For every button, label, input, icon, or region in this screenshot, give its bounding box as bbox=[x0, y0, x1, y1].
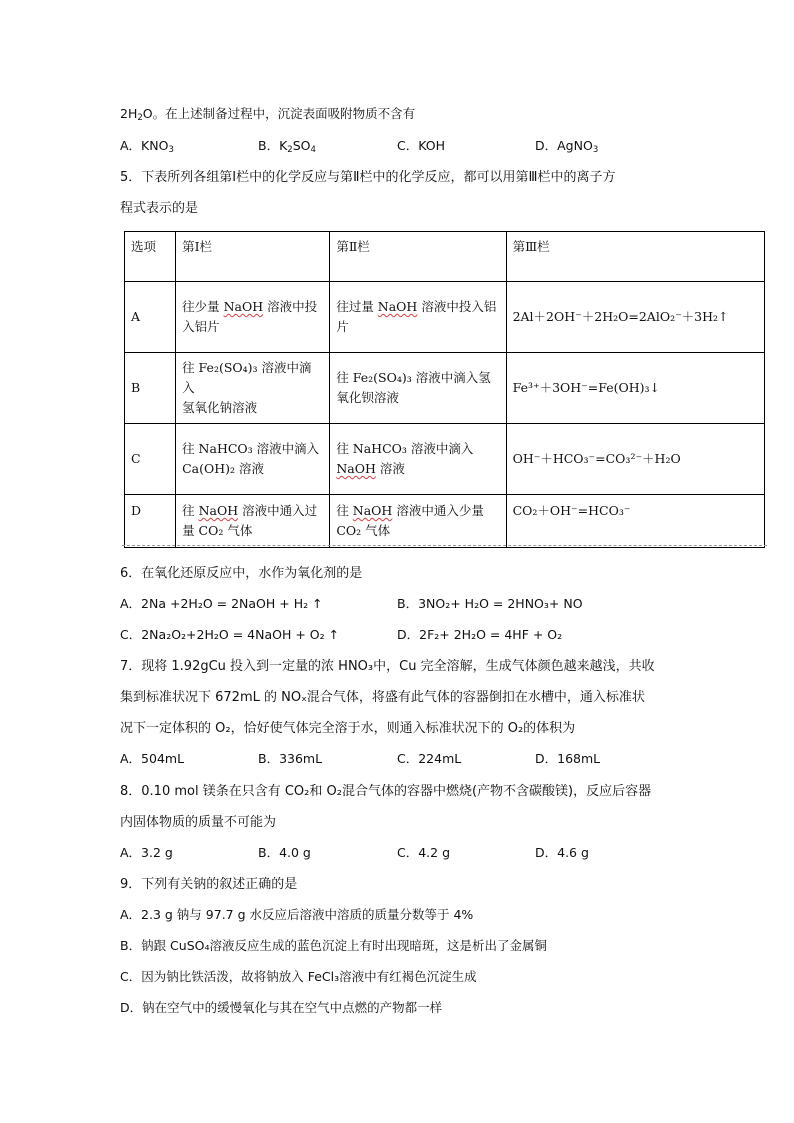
q9-option-c: C．因为钠比铁活泼，故将钠放入 FeCl₃溶液中有红褐色沉淀生成 bbox=[120, 969, 477, 984]
q6-options-row2 bbox=[120, 625, 680, 643]
q8-option-a: A．3.2 g bbox=[120, 845, 173, 860]
q6-options-row1 bbox=[120, 594, 680, 612]
q9-option-b: B．钠跟 CuSO₄溶液反应生成的蓝色沉淀上有时出现暗斑，这是析出了金属铜 bbox=[120, 938, 547, 953]
q4-option-c: C．KOH bbox=[397, 138, 445, 153]
q8-options bbox=[120, 843, 680, 861]
q9-option-d: D．钠在空气中的缓慢氧化与其在空气中点燃的产物都一样 bbox=[120, 1000, 443, 1015]
row-b-col3: Fe³⁺＋3OH⁻=Fe(OH)₃↓ bbox=[506, 353, 764, 424]
q6-option-c: C．2Na₂O₂+2H₂O = 4NaOH + O₂ ↑ bbox=[120, 627, 340, 642]
q9-option-a: A．2.3 g 钠与 97.7 g 水反应后溶液中溶质的质量分数等于 4% bbox=[120, 907, 474, 922]
q4-options bbox=[120, 136, 680, 154]
q6-option-d: D．2F₂+ 2H₂O = 4HF + O₂ bbox=[397, 627, 563, 642]
q5-stem-line1: 5．下表所列各组第Ⅰ栏中的化学反应与第Ⅱ栏中的化学反应，都可以用第Ⅲ栏中的离子方 bbox=[120, 170, 616, 185]
q8-option-d: D．4.6 g bbox=[535, 845, 589, 860]
row-c-option: C bbox=[125, 424, 176, 495]
row-d-col2: 往 NaOH 溶液中通入少量 CO₂ 气体 bbox=[330, 495, 506, 548]
row-a-col3: 2Al＋2OH⁻＋2H₂O=2AlO₂⁻＋3H₂↑ bbox=[506, 282, 764, 353]
table-row bbox=[125, 353, 765, 424]
q5-stem-line2: 程式表示的是 bbox=[120, 201, 199, 216]
q4-option-d: D．AgNO$_3$ bbox=[535, 138, 599, 155]
table-divider bbox=[122, 545, 767, 547]
row-a-col2: 往过量 NaOH 溶液中投入铝 片 bbox=[330, 282, 506, 353]
row-d-option: D bbox=[125, 495, 176, 548]
q7-stem-line3: 况下一定体积的 O₂，恰好使气体完全溶于水，则通入标准状况下的 O₂的体积为 bbox=[120, 721, 576, 736]
row-b-option: B bbox=[125, 353, 176, 424]
q7-option-a: A．504mL bbox=[120, 751, 185, 766]
row-a-col1: 往少量 NaOH 溶液中投 入铝片 bbox=[176, 282, 330, 353]
row-b-col1: 往 Fe₂(SO₄)₃ 溶液中滴入 氢氧化钠溶液 bbox=[176, 353, 330, 424]
q4-option-a: A．$KNO_3$ bbox=[120, 138, 174, 155]
row-c-col1: 往 NaHCO₃ 溶液中滴入 Ca(OH)₂ 溶液 bbox=[176, 424, 330, 495]
q7-stem-line1: 7．现将 1.92gCu 投入到一定量的浓 HNO₃中，Cu 完全溶解，生成气体颜色越来越浅，共收 bbox=[120, 659, 655, 674]
q7-option-d: D．168mL bbox=[535, 751, 601, 766]
row-b-col2: 往 Fe₂(SO₄)₃ 溶液中滴入氢 氧化钡溶液 bbox=[330, 353, 506, 424]
q8-option-c: C．4.2 g bbox=[397, 845, 451, 860]
table-row bbox=[125, 424, 765, 495]
q8-option-b: B．4.0 g bbox=[258, 845, 311, 860]
header-option: 选项 bbox=[125, 232, 176, 282]
q8-stem-line1: 8．0.10 mol 镁条在只含有 CO₂和 O₂混合气体的容器中燃烧(产物不含碳酸镁)，反应后容器 bbox=[120, 784, 652, 799]
row-c-col3: OH⁻＋HCO₃⁻=CO₃²⁻＋H₂O bbox=[506, 424, 764, 495]
row-d-col3: CO₂＋OH⁻=HCO₃⁻ bbox=[506, 495, 764, 548]
q7-options bbox=[120, 749, 680, 767]
table-header-row bbox=[125, 232, 765, 282]
table-row bbox=[125, 282, 765, 353]
q7-option-b: B．336mL bbox=[258, 751, 323, 766]
table-row bbox=[125, 495, 765, 548]
row-d-col1: 往 NaOH 溶液中通入过 量 CO₂ 气体 bbox=[176, 495, 330, 548]
q6-option-b: B．3NO₂+ H₂O = 2HNO₃+ NO bbox=[397, 596, 583, 611]
q6-stem: 6．在氧化还原反应中，水作为氧化剂的是 bbox=[120, 566, 363, 581]
header-column-2: 第Ⅱ栏 bbox=[330, 232, 506, 282]
q8-stem-line2: 内固体物质的质量不可能为 bbox=[120, 815, 277, 830]
intro-line: $2H_2O$。在上述制备过程中，沉淀表面吸附物质不含有 bbox=[120, 106, 416, 123]
reaction-table bbox=[124, 231, 765, 548]
q4-option-b: B．$K_2SO_4$ bbox=[258, 138, 316, 155]
q7-stem-line2: 集到标准状况下 672mL 的 NOₓ混合气体，将盛有此气体的容器倒扣在水槽中，通入标准状 bbox=[120, 690, 645, 705]
q7-option-c: C．224mL bbox=[397, 751, 462, 766]
header-column-3: 第Ⅲ栏 bbox=[506, 232, 764, 282]
row-a-option: A bbox=[125, 282, 176, 353]
q6-option-a: A．2Na +2H₂O = 2NaOH + H₂ ↑ bbox=[120, 596, 323, 611]
q9-stem: 9．下列有关钠的叙述正确的是 bbox=[120, 877, 298, 892]
row-c-col2: 往 NaHCO₃ 溶液中滴入 NaOH 溶液 bbox=[330, 424, 506, 495]
header-column-1: 第Ⅰ栏 bbox=[176, 232, 330, 282]
